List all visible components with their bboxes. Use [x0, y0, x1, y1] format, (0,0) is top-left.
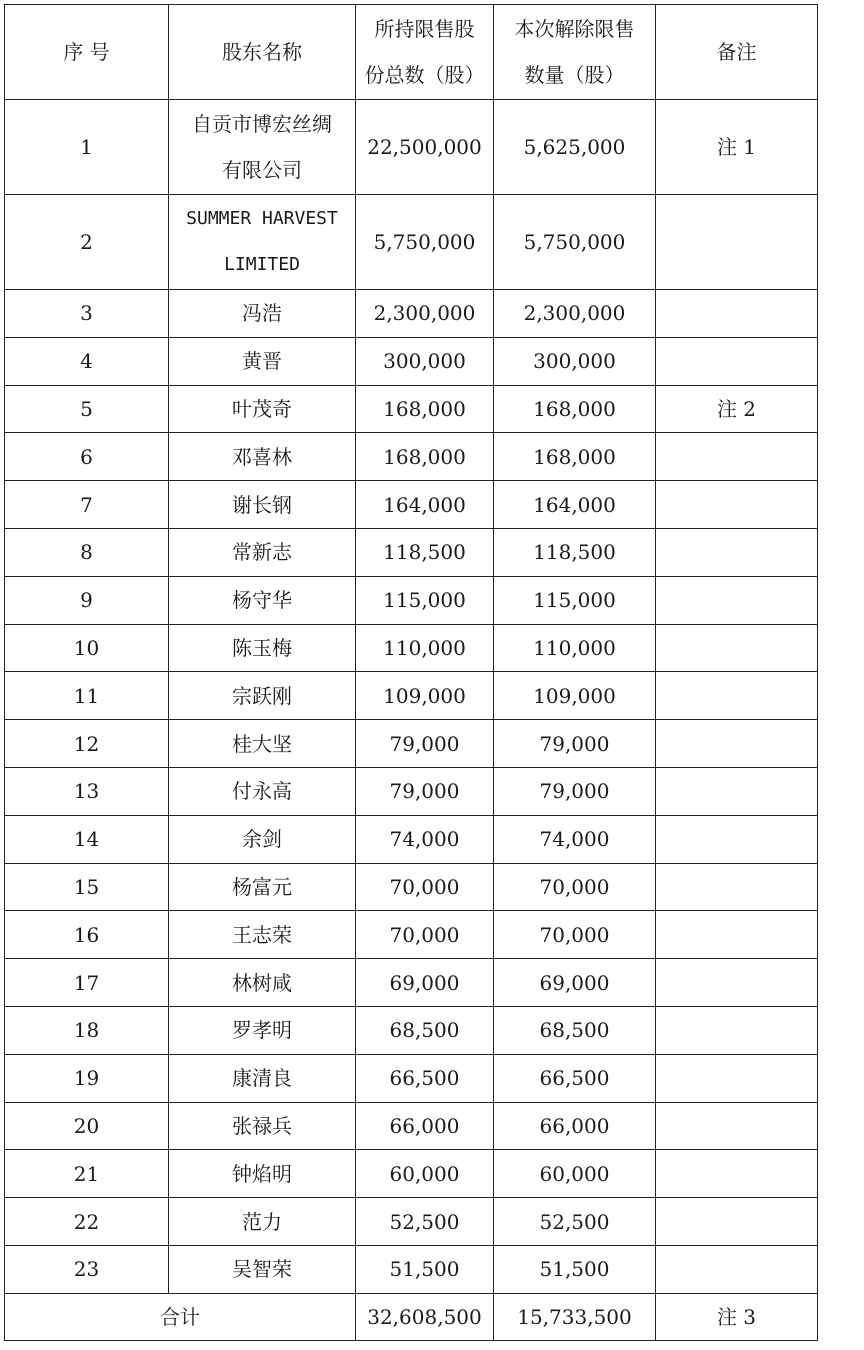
cell-held-shares: 110,000: [356, 624, 494, 672]
table-row: [5, 911, 818, 959]
table-row: [5, 1102, 818, 1150]
cell-held-shares: 66,500: [356, 1054, 494, 1102]
cell-seq: 16: [5, 911, 169, 959]
cell-name-line1: SUMMER HARVEST: [186, 208, 338, 229]
table-header-row: [5, 5, 818, 100]
table-row: [5, 863, 818, 911]
cell-seq: 3: [5, 290, 169, 338]
cell-shareholder-name: 冯浩: [169, 290, 356, 338]
cell-held-shares: 109,000: [356, 672, 494, 720]
cell-held-shares: 52,500: [356, 1198, 494, 1246]
cell-release-shares: 110,000: [494, 624, 656, 672]
cell-shareholder-name: 吴智荣: [169, 1245, 356, 1293]
cell-note: [656, 863, 818, 911]
cell-seq: 2: [5, 195, 169, 290]
cell-seq: 7: [5, 481, 169, 529]
table-row: [5, 528, 818, 576]
cell-seq: 21: [5, 1150, 169, 1198]
cell-shareholder-name: 罗孝明: [169, 1006, 356, 1054]
cell-seq: 18: [5, 1006, 169, 1054]
cell-release-shares: 51,500: [494, 1245, 656, 1293]
cell-release-shares: 66,500: [494, 1054, 656, 1102]
cell-held-shares: 164,000: [356, 481, 494, 529]
cell-held-shares: 118,500: [356, 528, 494, 576]
cell-release-shares: 115,000: [494, 576, 656, 624]
cell-note: [656, 720, 818, 768]
cell-note: [656, 528, 818, 576]
table-row: [5, 385, 818, 433]
cell-seq: 22: [5, 1198, 169, 1246]
cell-note: [656, 815, 818, 863]
cell-shareholder-name: 杨守华: [169, 576, 356, 624]
cell-name-line1: 自贡市博宏丝绸: [192, 112, 332, 136]
cell-seq: 5: [5, 385, 169, 433]
cell-seq: 11: [5, 672, 169, 720]
cell-held-shares: 22,500,000: [356, 100, 494, 195]
cell-shareholder-name: 付永高: [169, 767, 356, 815]
cell-shareholder-name: 谢长钢: [169, 481, 356, 529]
header-shareholder-name: 股东名称: [169, 5, 356, 100]
cell-note: [656, 959, 818, 1007]
cell-note: 注 2: [656, 385, 818, 433]
cell-held-shares: 60,000: [356, 1150, 494, 1198]
cell-release-shares: 300,000: [494, 337, 656, 385]
cell-shareholder-name: 康清良: [169, 1054, 356, 1102]
cell-shareholder-name: 杨富元: [169, 863, 356, 911]
cell-release-shares: 52,500: [494, 1198, 656, 1246]
cell-seq: 23: [5, 1245, 169, 1293]
cell-note: [656, 337, 818, 385]
cell-note: [656, 290, 818, 338]
cell-seq: 15: [5, 863, 169, 911]
table-row: [5, 672, 818, 720]
cell-shareholder-name: 黄晋: [169, 337, 356, 385]
table-row: [5, 337, 818, 385]
cell-name-line2: 有限公司: [222, 158, 302, 182]
table-row: [5, 1150, 818, 1198]
cell-shareholder-name: [169, 195, 356, 290]
cell-note: 注 1: [656, 100, 818, 195]
header-held-line2: 份总数（股）: [364, 63, 485, 87]
cell-held-shares: 66,000: [356, 1102, 494, 1150]
cell-note: [656, 433, 818, 481]
total-note: 注 3: [656, 1293, 818, 1340]
cell-release-shares: 70,000: [494, 911, 656, 959]
cell-shareholder-name: 王志荣: [169, 911, 356, 959]
cell-release-shares: 164,000: [494, 481, 656, 529]
cell-seq: 20: [5, 1102, 169, 1150]
table-row: [5, 433, 818, 481]
cell-note: [656, 911, 818, 959]
cell-note: [656, 195, 818, 290]
cell-note: [656, 767, 818, 815]
cell-held-shares: 168,000: [356, 385, 494, 433]
cell-shareholder-name: 钟焰明: [169, 1150, 356, 1198]
cell-release-shares: 2,300,000: [494, 290, 656, 338]
table-row: [5, 576, 818, 624]
cell-seq: 12: [5, 720, 169, 768]
cell-shareholder-name: 邓喜林: [169, 433, 356, 481]
table-body: [5, 100, 818, 1294]
cell-seq: 14: [5, 815, 169, 863]
cell-held-shares: 79,000: [356, 720, 494, 768]
cell-held-shares: 68,500: [356, 1006, 494, 1054]
cell-shareholder-name: 宗跃刚: [169, 672, 356, 720]
cell-release-shares: 74,000: [494, 815, 656, 863]
table-row: [5, 1198, 818, 1246]
cell-note: [656, 1006, 818, 1054]
cell-held-shares: 300,000: [356, 337, 494, 385]
cell-release-shares: 70,000: [494, 863, 656, 911]
cell-note: [656, 1102, 818, 1150]
cell-shareholder-name: 林树咸: [169, 959, 356, 1007]
cell-held-shares: 168,000: [356, 433, 494, 481]
cell-note: [656, 672, 818, 720]
cell-seq: 8: [5, 528, 169, 576]
cell-release-shares: 168,000: [494, 385, 656, 433]
cell-seq: 10: [5, 624, 169, 672]
cell-seq: 13: [5, 767, 169, 815]
table-row: [5, 959, 818, 1007]
cell-held-shares: 2,300,000: [356, 290, 494, 338]
table-row: [5, 100, 818, 195]
cell-note: [656, 1150, 818, 1198]
cell-release-shares: 68,500: [494, 1006, 656, 1054]
table-row: [5, 1006, 818, 1054]
table-row: [5, 290, 818, 338]
cell-release-shares: 118,500: [494, 528, 656, 576]
header-release-line2: 数量（股）: [524, 63, 625, 87]
cell-note: [656, 1198, 818, 1246]
cell-seq: 6: [5, 433, 169, 481]
cell-held-shares: 69,000: [356, 959, 494, 1007]
cell-held-shares: 51,500: [356, 1245, 494, 1293]
cell-note: [656, 624, 818, 672]
cell-release-shares: 168,000: [494, 433, 656, 481]
cell-name-line2: LIMITED: [224, 254, 300, 275]
cell-held-shares: 5,750,000: [356, 195, 494, 290]
total-release-shares: 15,733,500: [494, 1293, 656, 1340]
total-row: [5, 1293, 818, 1340]
table-row: [5, 815, 818, 863]
cell-held-shares: 115,000: [356, 576, 494, 624]
cell-held-shares: 74,000: [356, 815, 494, 863]
header-note: 备注: [656, 5, 818, 100]
total-label: 合计: [5, 1293, 356, 1340]
cell-seq: 17: [5, 959, 169, 1007]
table-row: [5, 1245, 818, 1293]
cell-note: [656, 481, 818, 529]
table-row: [5, 624, 818, 672]
cell-held-shares: 79,000: [356, 767, 494, 815]
total-held-shares: 32,608,500: [356, 1293, 494, 1340]
header-release-shares: [494, 5, 656, 100]
cell-release-shares: 109,000: [494, 672, 656, 720]
table-row: [5, 720, 818, 768]
cell-shareholder-name: 常新志: [169, 528, 356, 576]
cell-held-shares: 70,000: [356, 911, 494, 959]
cell-shareholder-name: 范力: [169, 1198, 356, 1246]
table-row: [5, 1054, 818, 1102]
cell-seq: 1: [5, 100, 169, 195]
header-held-shares: [356, 5, 494, 100]
cell-shareholder-name: 余剑: [169, 815, 356, 863]
table-row: [5, 767, 818, 815]
cell-release-shares: 60,000: [494, 1150, 656, 1198]
cell-shareholder-name: [169, 100, 356, 195]
header-release-line1: 本次解除限售: [514, 17, 635, 41]
cell-note: [656, 1054, 818, 1102]
cell-release-shares: 79,000: [494, 720, 656, 768]
header-held-line1: 所持限售股: [374, 17, 475, 41]
restricted-shares-table: [4, 4, 818, 1341]
cell-release-shares: 79,000: [494, 767, 656, 815]
cell-shareholder-name: 陈玉梅: [169, 624, 356, 672]
cell-shareholder-name: 叶茂奇: [169, 385, 356, 433]
cell-held-shares: 70,000: [356, 863, 494, 911]
cell-seq: 19: [5, 1054, 169, 1102]
table-row: [5, 481, 818, 529]
cell-note: [656, 576, 818, 624]
table-row: [5, 195, 818, 290]
cell-release-shares: 69,000: [494, 959, 656, 1007]
cell-shareholder-name: 桂大坚: [169, 720, 356, 768]
cell-shareholder-name: 张禄兵: [169, 1102, 356, 1150]
cell-note: [656, 1245, 818, 1293]
cell-release-shares: 5,750,000: [494, 195, 656, 290]
header-seq: 序 号: [5, 5, 169, 100]
cell-seq: 4: [5, 337, 169, 385]
cell-release-shares: 5,625,000: [494, 100, 656, 195]
cell-seq: 9: [5, 576, 169, 624]
cell-release-shares: 66,000: [494, 1102, 656, 1150]
